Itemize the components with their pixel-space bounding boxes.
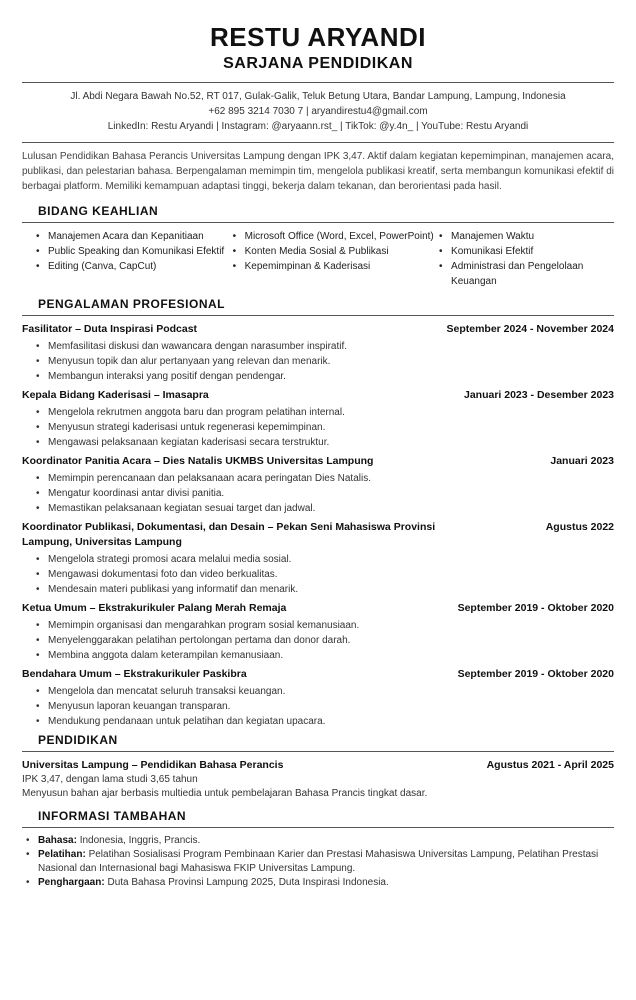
job-bullets: [22, 618, 614, 663]
candidate-name: RESTU ARYANDI: [210, 22, 426, 52]
additional-divider: [22, 827, 614, 828]
additional-item: [26, 834, 614, 848]
job-bullet: • Membangun interaksi yang positif dengan pendengar.: [36, 369, 614, 384]
education-title: PENDIDIKAN: [38, 733, 118, 747]
job-entry: [22, 322, 614, 384]
skill-item: • Manajemen Waktu: [437, 229, 614, 244]
experience-title: PENGALAMAN PROFESIONAL: [38, 297, 226, 311]
contact-phone-email: +62 895 3214 7030 7 | aryandirestu4@gmail.com: [208, 106, 428, 117]
additional-label: Penghargaan:: [38, 877, 105, 888]
job-bullets: [22, 552, 614, 597]
job-role: Kepala Bidang Kaderisasi – Imasapra: [22, 389, 209, 401]
experience-section: [22, 297, 614, 729]
additional-title: INFORMASI TAMBAHAN: [38, 809, 187, 823]
education-gpa: IPK 3,47, dengan lama studi 3,65 tahun: [22, 774, 198, 785]
job-date: Januari 2023 - Desember 2023: [463, 389, 614, 401]
skills-section: [22, 204, 614, 289]
skills-divider: [22, 222, 614, 223]
job-bullets: [22, 339, 614, 384]
job-bullet: • Menyusun laporan keuangan transparan.: [36, 699, 614, 714]
job-bullet: • Mendesain materi publikasi yang informatif dan menarik.: [36, 582, 614, 597]
skill-item: • Editing (Canva, CapCut): [34, 259, 231, 274]
skills-list: [22, 229, 614, 289]
job-bullet: • Menyusun topik dan alur pertanyaan yang relevan dan menarik.: [36, 354, 614, 369]
skill-item: • Administrasi dan Pengelolaan Keuangan: [437, 259, 614, 289]
job-bullet: • Mengawasi dokumentasi foto dan video berkualitas.: [36, 567, 614, 582]
education-school: Universitas Lampung – Pendidikan Bahasa Perancis: [22, 759, 284, 771]
job-role: Ketua Umum – Ekstrakurikuler Palang Merah Remaja: [22, 602, 287, 614]
additional-text: Indonesia, Inggris, Prancis.: [79, 835, 201, 846]
job-bullets: [22, 471, 614, 516]
job-bullet: • Memfasilitasi diskusi dan wawancara dengan narasumber inspiratif.: [36, 339, 614, 354]
job-date: September 2019 - Oktober 2020: [457, 602, 614, 614]
skills-column-2: [231, 229, 437, 289]
job-bullets: [22, 684, 614, 729]
professional-summary: Lulusan Pendidikan Bahasa Perancis Universitas Lampung dengan IPK 3,47. Aktif dalam kegiatan kepemimpinan, manajemen acara, publikasi, dan pelestarian bahasa. Berpengalaman memimpin tim, mengelola publikasi kreatif, serta membangun komunikasi efektif di berbagai platform. Memiliki kemampuan adaptasi tinggi, bekerja dalam tekanan, dan berorientasi pada hasil.: [22, 151, 614, 192]
job-bullet: • Mengawasi pelaksanaan kegiatan kaderisasi secara terstruktur.: [36, 435, 614, 450]
additional-text: Duta Bahasa Provinsi Lampung 2025, Duta Inspirasi Indonesia.: [107, 877, 389, 888]
job-bullet: • Mengelola dan mencatat seluruh transaksi keuangan.: [36, 684, 614, 699]
candidate-degree: SARJANA PENDIDIKAN: [223, 55, 413, 72]
job-entry: [22, 388, 614, 450]
job-bullet: • Membina anggota dalam keterampilan kemanusiaan.: [36, 648, 614, 663]
education-date: Agustus 2021 - April 2025: [486, 759, 614, 771]
job-bullet: • Memastikan pelaksanaan kegiatan sesuai target dan jadwal.: [36, 501, 614, 516]
additional-label: Bahasa:: [38, 835, 77, 846]
header-divider: [22, 82, 614, 83]
job-bullet: • Menyelenggarakan pelatihan pertolongan pertama dan donor darah.: [36, 633, 614, 648]
job-bullet: • Mendukung pendanaan untuk pelatihan dan kegiatan upacara.: [36, 714, 614, 729]
job-role: Bendahara Umum – Ekstrakurikuler Paskibra: [22, 668, 247, 680]
education-note: Menyusun bahan ajar berbasis multiedia untuk pembelajaran Bahasa Prancis tingkat dasar.: [22, 788, 428, 799]
job-entry: [22, 667, 614, 729]
job-role: Fasilitator – Duta Inspirasi Podcast: [22, 323, 198, 335]
additional-item: [26, 848, 614, 876]
skills-title: BIDANG KEAHLIAN: [38, 204, 159, 218]
job-bullet: • Mengelola rekrutmen anggota baru dan program pelatihan internal.: [36, 405, 614, 420]
skills-column-3: [437, 229, 614, 289]
additional-label: Pelatihan:: [38, 849, 86, 860]
job-date: September 2024 - November 2024: [446, 323, 614, 335]
skill-item: • Kepemimpinan & Kaderisasi: [231, 259, 437, 274]
job-role: Koordinator Publikasi, Dokumentasi, dan Desain – Pekan Seni Mahasiswa Provinsi Lampung, Universitas Lampung: [22, 521, 436, 548]
additional-list: [22, 834, 614, 890]
job-bullets: [22, 405, 614, 450]
contact-socials: LinkedIn: Restu Aryandi | Instagram: @aryaann.rst_ | TikTok: @y.4n_ | YouTube: Restu Aryandi: [107, 121, 529, 132]
education-section: [22, 733, 614, 801]
skill-item: • Konten Media Sosial & Publikasi: [231, 244, 437, 259]
skill-item: • Komunikasi Efektif: [437, 244, 614, 259]
education-divider: [22, 751, 614, 752]
job-bullet: • Mengelola strategi promosi acara melalui media sosial.: [36, 552, 614, 567]
skills-column-1: [34, 229, 231, 289]
skill-item: • Microsoft Office (Word, Excel, PowerPoint): [231, 229, 437, 244]
experience-divider: [22, 315, 614, 316]
job-entry: [22, 601, 614, 663]
job-date: September 2019 - Oktober 2020: [457, 668, 614, 680]
skill-item: • Public Speaking dan Komunikasi Efektif: [34, 244, 231, 259]
job-bullet: • Mengatur koordinasi antar divisi panitia.: [36, 486, 614, 501]
additional-text: Pelatihan Sosialisasi Program Pembinaan Karier dan Prestasi Mahasiswa Universitas Lampung, Pelatihan Prestasi Nasional dan Internasional bagi Mahasiswa FKIP Universitas Lampung.: [38, 849, 599, 874]
job-entry: [22, 454, 614, 516]
job-bullet: • Memimpin organisasi dan mengarahkan program sosial kemanusiaan.: [36, 618, 614, 633]
contact-address: Jl. Abdi Negara Bawah No.52, RT 017, Gulak-Galik, Teluk Betung Utara, Bandar Lampung, Lampung, Indonesia: [70, 91, 566, 102]
job-bullet: • Menyusun strategi kaderisasi untuk regenerasi kepemimpinan.: [36, 420, 614, 435]
job-bullet: • Memimpin perencanaan dan pelaksanaan acara peringatan Dies Natalis.: [36, 471, 614, 486]
job-date: Januari 2023: [550, 455, 614, 467]
skill-item: • Manajemen Acara dan Kepanitiaan: [34, 229, 231, 244]
job-role: Koordinator Panitia Acara – Dies Natalis UKMBS Universitas Lampung: [22, 455, 374, 467]
additional-section: [22, 809, 614, 890]
contact-divider: [22, 142, 614, 143]
job-entry: [22, 520, 614, 597]
additional-item: [26, 876, 614, 890]
job-date: Agustus 2022: [545, 521, 614, 533]
